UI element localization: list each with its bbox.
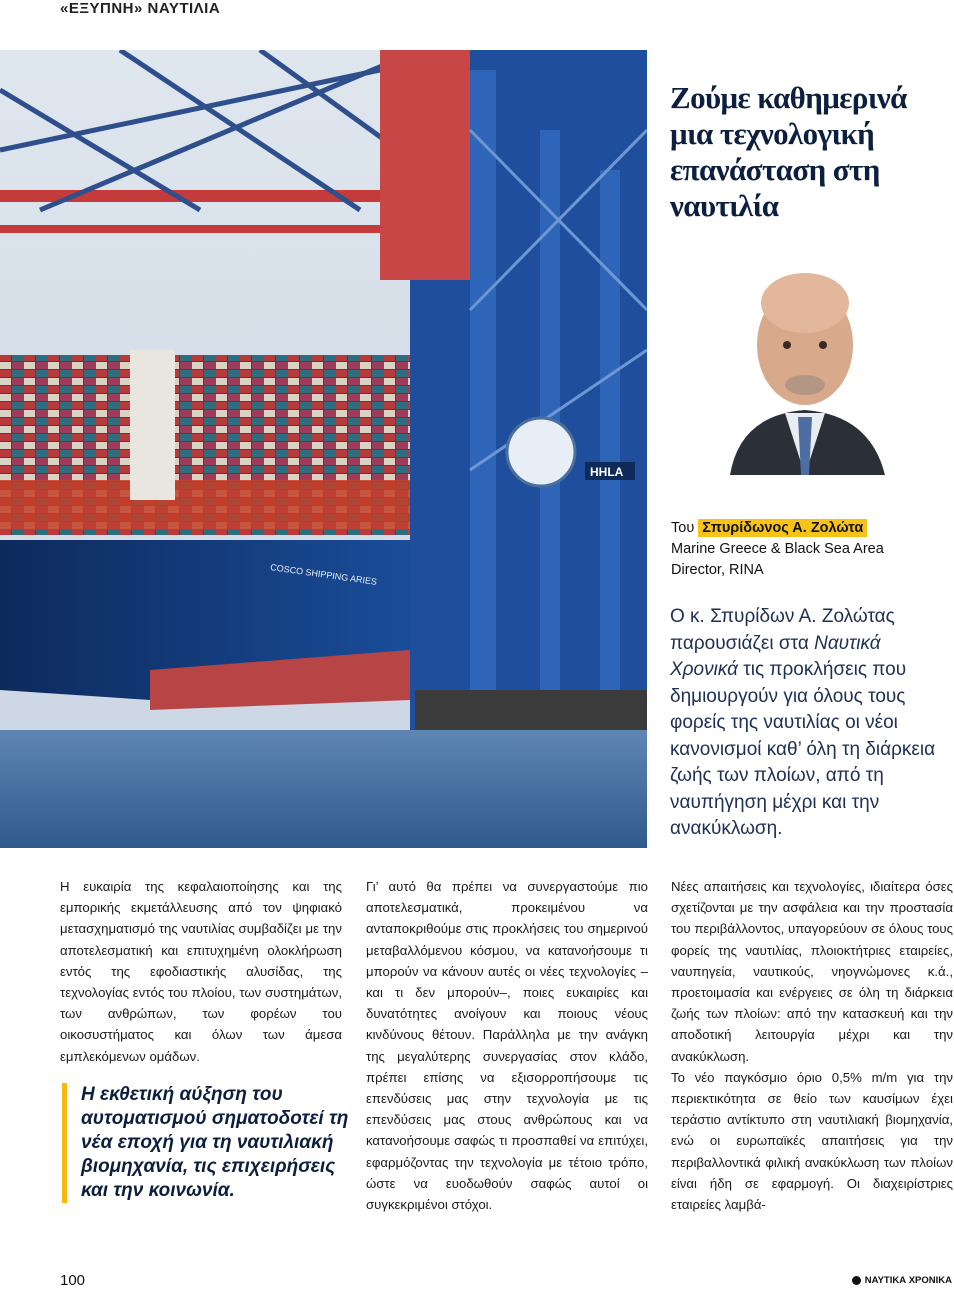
hero-photo bbox=[0, 50, 647, 848]
section-label: «ΕΞΥΠΝΗ» ΝΑΥΤΙΛΙΑ bbox=[60, 0, 221, 17]
brand-name: ΝΑΥΤΙΚΑ ΧΡΟΝΙΚΑ bbox=[864, 1275, 952, 1286]
author-portrait bbox=[700, 245, 910, 475]
byline-prefix: Του bbox=[671, 520, 695, 536]
footer-brand bbox=[852, 1275, 952, 1286]
body-column-3 bbox=[671, 876, 953, 1215]
col3-paragraph-1: Νέες απαιτήσεις και τεχνολογίες, ιδιαίτερα όσες σχετίζονται με την ασφάλεια και την προστασία του περιβάλλοντος, υπαγορεύουν σε όλους τους φορείς της ναυτιλίας, πλοιοκτήτριες εταιρείες, ναυπηγεία, ναυτικούς, νηογνώμονες κ.ά., προετοιμασία και ενέργειες σε όλη τη διάρκεια ζωής των πλοίων: από την κατασκευή και την αποδοτική λειτουργία μέχρι και την ανακύκλωση. bbox=[671, 879, 953, 1064]
lead-part1: Ο κ. Σπυρίδων Α. Ζολώτας παρουσιάζει στα bbox=[670, 606, 895, 654]
body-column-1 bbox=[60, 876, 342, 1067]
author-role-line2: Director, RINA bbox=[671, 562, 764, 578]
crane-logo: HHLA bbox=[590, 465, 624, 479]
byline bbox=[671, 518, 941, 581]
brand-logo-icon bbox=[852, 1276, 861, 1285]
col2-paragraph: Γι’ αυτό θα πρέπει να συνεργαστούμε πιο αποτελεσματικά, προκειμένου να ανταποκριθούμε στις προκλήσεις του σημερινού μεταβαλλόμενου κόσμου, να κατανοήσουμε τι μπορούν να κάνουν αυτές οι νέες τεχνολογίες –και τι δεν μπορούν–, ποιες ευκαιρίες και δυνατότητες ανοίγουν και ποιους νέους κινδύνους θέτουν. Παράλληλα με την ανάγκη της μεγαλύτερης συνεργασίας στον κλάδο, πρέπει επίσης να εξισορροπήσουμε τις επενδύσεις μας στην τεχνολογία με τις επενδύσεις μας στους ανθρώπους και να κατανοήσουμε σαφώς τι προσπαθεί να επιτύχει, εφαρμόζοντας την τεχνολογία με τέτοιο τρόπο, ώστε να ευοδωθούν σαφώς αυτοί οι συγκεκριμένοι στόχοι. bbox=[366, 879, 648, 1213]
body-column-2 bbox=[366, 876, 648, 1215]
article-headline: Ζούμε καθημερινά μια τεχνολογική επανάσταση στη ναυτιλία bbox=[670, 80, 907, 223]
col1-paragraph: Η ευκαιρία της κεφαλαιοποίησης και της εμπορικής εκμετάλλευσης από τον ψηφιακό μετασχηματισμό της ναυτιλίας συμβαδίζει με την αποτελεσματική και επιτυχημένη ολοκλήρωση εντός της εφοδιαστικής αλυσίδας, της τεχνολογίας εντός του πλοίου, των συστημάτων, των ανθρώπων, των φορέων του οικοσυστήματος και όλων των άμεσα εμπλεκόμενων ομάδων. bbox=[60, 879, 342, 1064]
page-number: 100 bbox=[60, 1272, 86, 1289]
ship-name: COSCO SHIPPING ARIES bbox=[269, 562, 378, 587]
publication-name: Ναυτικά Χρονικά bbox=[670, 632, 881, 680]
article-lead bbox=[670, 604, 950, 843]
pull-quote: Η εκθετική αύξηση του αυτοματισμού σηματοδοτεί τη νέα εποχή για τη ναυτιλιακή βιομηχανία, τις επιχειρήσεις και την κοινωνία. bbox=[62, 1083, 349, 1203]
col3-paragraph-2: Το νέο παγκόσμιο όριο 0,5% m/m για την περιεκτικότητα σε θείο των καυσίμων έχει τεράστιο αντίκτυπο στη ναυτιλιακή βιομηχανία, ενώ οι ευρωπαϊκές απαιτήσεις για την περιβαλλοντικά φιλική ανακύκλωση των πλοίων είναι ήδη σε εφαρμογή. Οι διαχειρίστριες εταιρείες λαμβά- bbox=[671, 1069, 953, 1213]
author-role-line1: Marine Greece & Black Sea Area bbox=[671, 541, 884, 557]
lead-part2: τις προκλήσεις που δημιουργούν για όλους τους φορείς της ναυτιλίας οι νέοι κανονισμοί καθ’ όλη τη διάρκεια ζωής των πλοίων, από τη ναυπήγηση μέχρι και την ανακύκλωση. bbox=[670, 659, 936, 839]
author-name: Σπυρίδωνος Α. Ζολώτα bbox=[698, 519, 867, 537]
